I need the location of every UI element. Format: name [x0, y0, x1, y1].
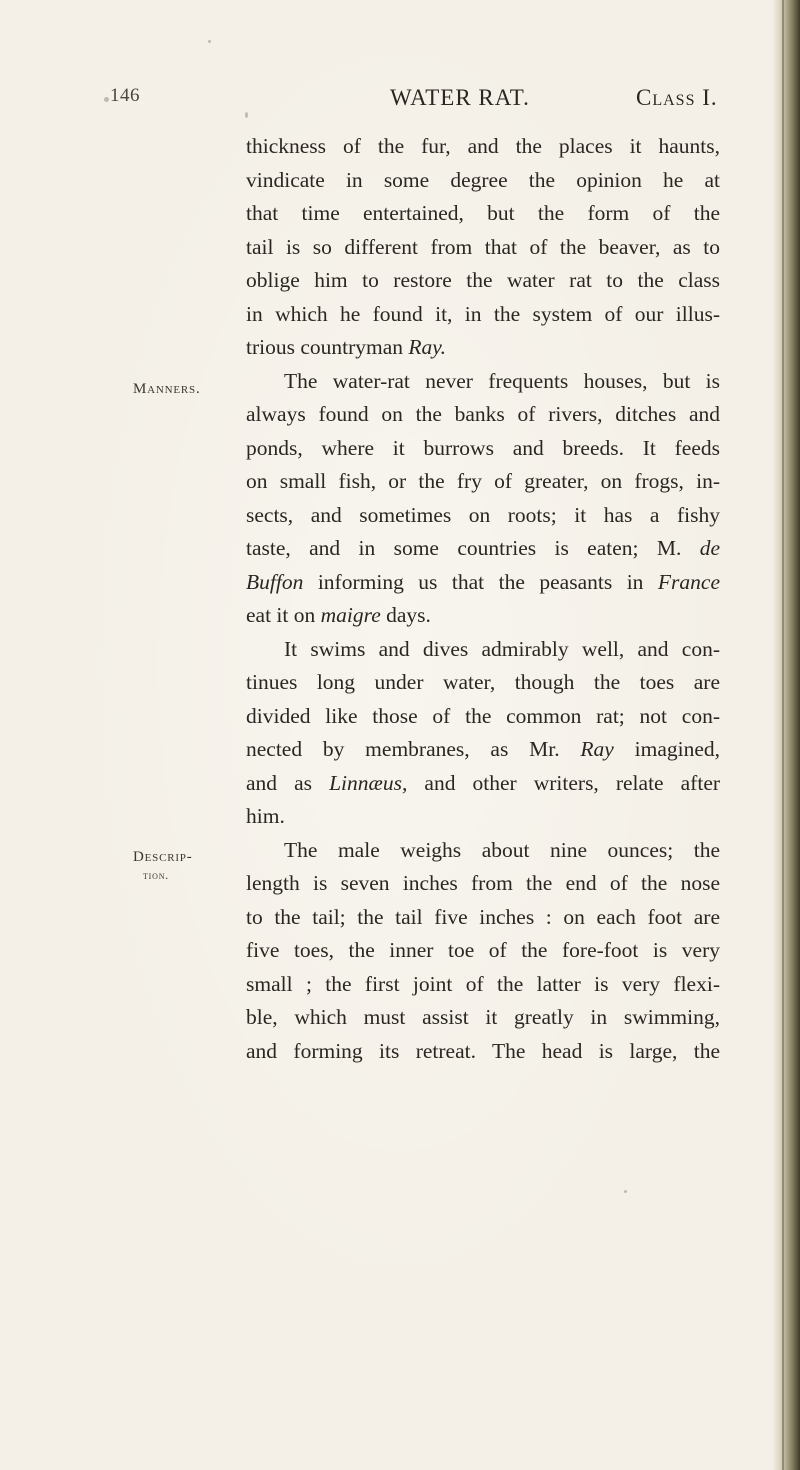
text-run: eat it on	[246, 603, 316, 627]
margin-note-description	[133, 848, 193, 884]
running-header	[0, 85, 800, 115]
text-run: sects, and sometimes on roots; it has a fishy	[246, 502, 720, 527]
class-label: Class I.	[636, 85, 718, 110]
text-line: oblige him to restore the water rat to the class	[246, 268, 720, 292]
page-number: 146	[110, 85, 140, 106]
running-title: WATER RAT.	[390, 85, 530, 110]
text-line: ponds, where it burrows and breeds. It feeds	[246, 435, 720, 460]
text-line: vindicate in some degree the opinion he at	[246, 167, 720, 192]
text-run: and as	[246, 770, 313, 795]
speck	[624, 1190, 627, 1193]
italic-name: de	[699, 536, 721, 560]
page-edge-shadow	[772, 0, 800, 1470]
text-line: to the tail; the tail five inches : on each foot are	[246, 904, 720, 929]
text-run: nected by membranes, as Mr.	[246, 737, 560, 761]
italic-term: maigre	[320, 603, 381, 627]
text-line: tinues long under water, though the toes are	[246, 670, 720, 694]
text-line: five toes, the inner toe of the fore-foot is very	[246, 938, 720, 962]
text-line	[246, 499, 720, 533]
italic-name: Buffon	[246, 569, 304, 594]
text-run: and other writers, relate after	[424, 770, 721, 795]
italic-name: Ray	[580, 737, 614, 761]
italic-name: France	[657, 569, 720, 594]
text-line: It swims and dives admirably well, and con-	[284, 636, 720, 661]
text-line	[246, 532, 720, 566]
text-line: that time entertained, but the form of the	[246, 201, 720, 225]
text-line	[246, 566, 720, 600]
text-line	[246, 733, 720, 767]
text-run: trious countryman	[246, 335, 404, 359]
italic-name: Ray.	[408, 335, 447, 359]
text-line: ble, which must assist it greatly in swimming,	[246, 1005, 720, 1029]
text-line: length is seven inches from the end of the nose	[246, 871, 720, 895]
page-edge-line	[782, 0, 784, 1470]
text-run: informing us that the peasants in	[317, 569, 644, 594]
text-line: on small fish, or the fry of greater, on frogs, in-	[246, 469, 720, 493]
margin-note-description-line-1: Descrip-	[133, 849, 193, 865]
text-line: and forming its retreat. The head is large, the	[246, 1038, 720, 1063]
margin-note-description-line-2: tion.	[143, 868, 170, 882]
text-run: imagined,	[634, 737, 721, 761]
text-line: divided like those of the common rat; not con-	[246, 703, 720, 728]
text-line: him.	[246, 804, 285, 828]
italic-name: Linnæus,	[329, 770, 408, 795]
text-line: thickness of the fur, and the places it haunts,	[246, 134, 720, 158]
text-line: in which he found it, in the system of our illus-	[246, 301, 720, 326]
margin-note-manners: Manners.	[133, 381, 201, 397]
text-line: always found on the banks of rivers, ditches and	[246, 402, 720, 426]
text-line	[246, 599, 720, 633]
text-line	[246, 767, 720, 801]
text-line: small ; the first joint of the latter is very flexi-	[246, 971, 720, 996]
body-text	[246, 130, 720, 1068]
text-line: The water-rat never frequents houses, but is	[284, 368, 720, 393]
speck	[208, 40, 211, 43]
text-line: tail is so different from that of the beaver, as to	[246, 234, 720, 259]
text-line	[246, 331, 720, 365]
text-line: The male weighs about nine ounces; the	[284, 837, 720, 862]
text-run: days.	[386, 603, 431, 627]
text-run: taste, and in some countries is eaten; M.	[246, 536, 682, 560]
